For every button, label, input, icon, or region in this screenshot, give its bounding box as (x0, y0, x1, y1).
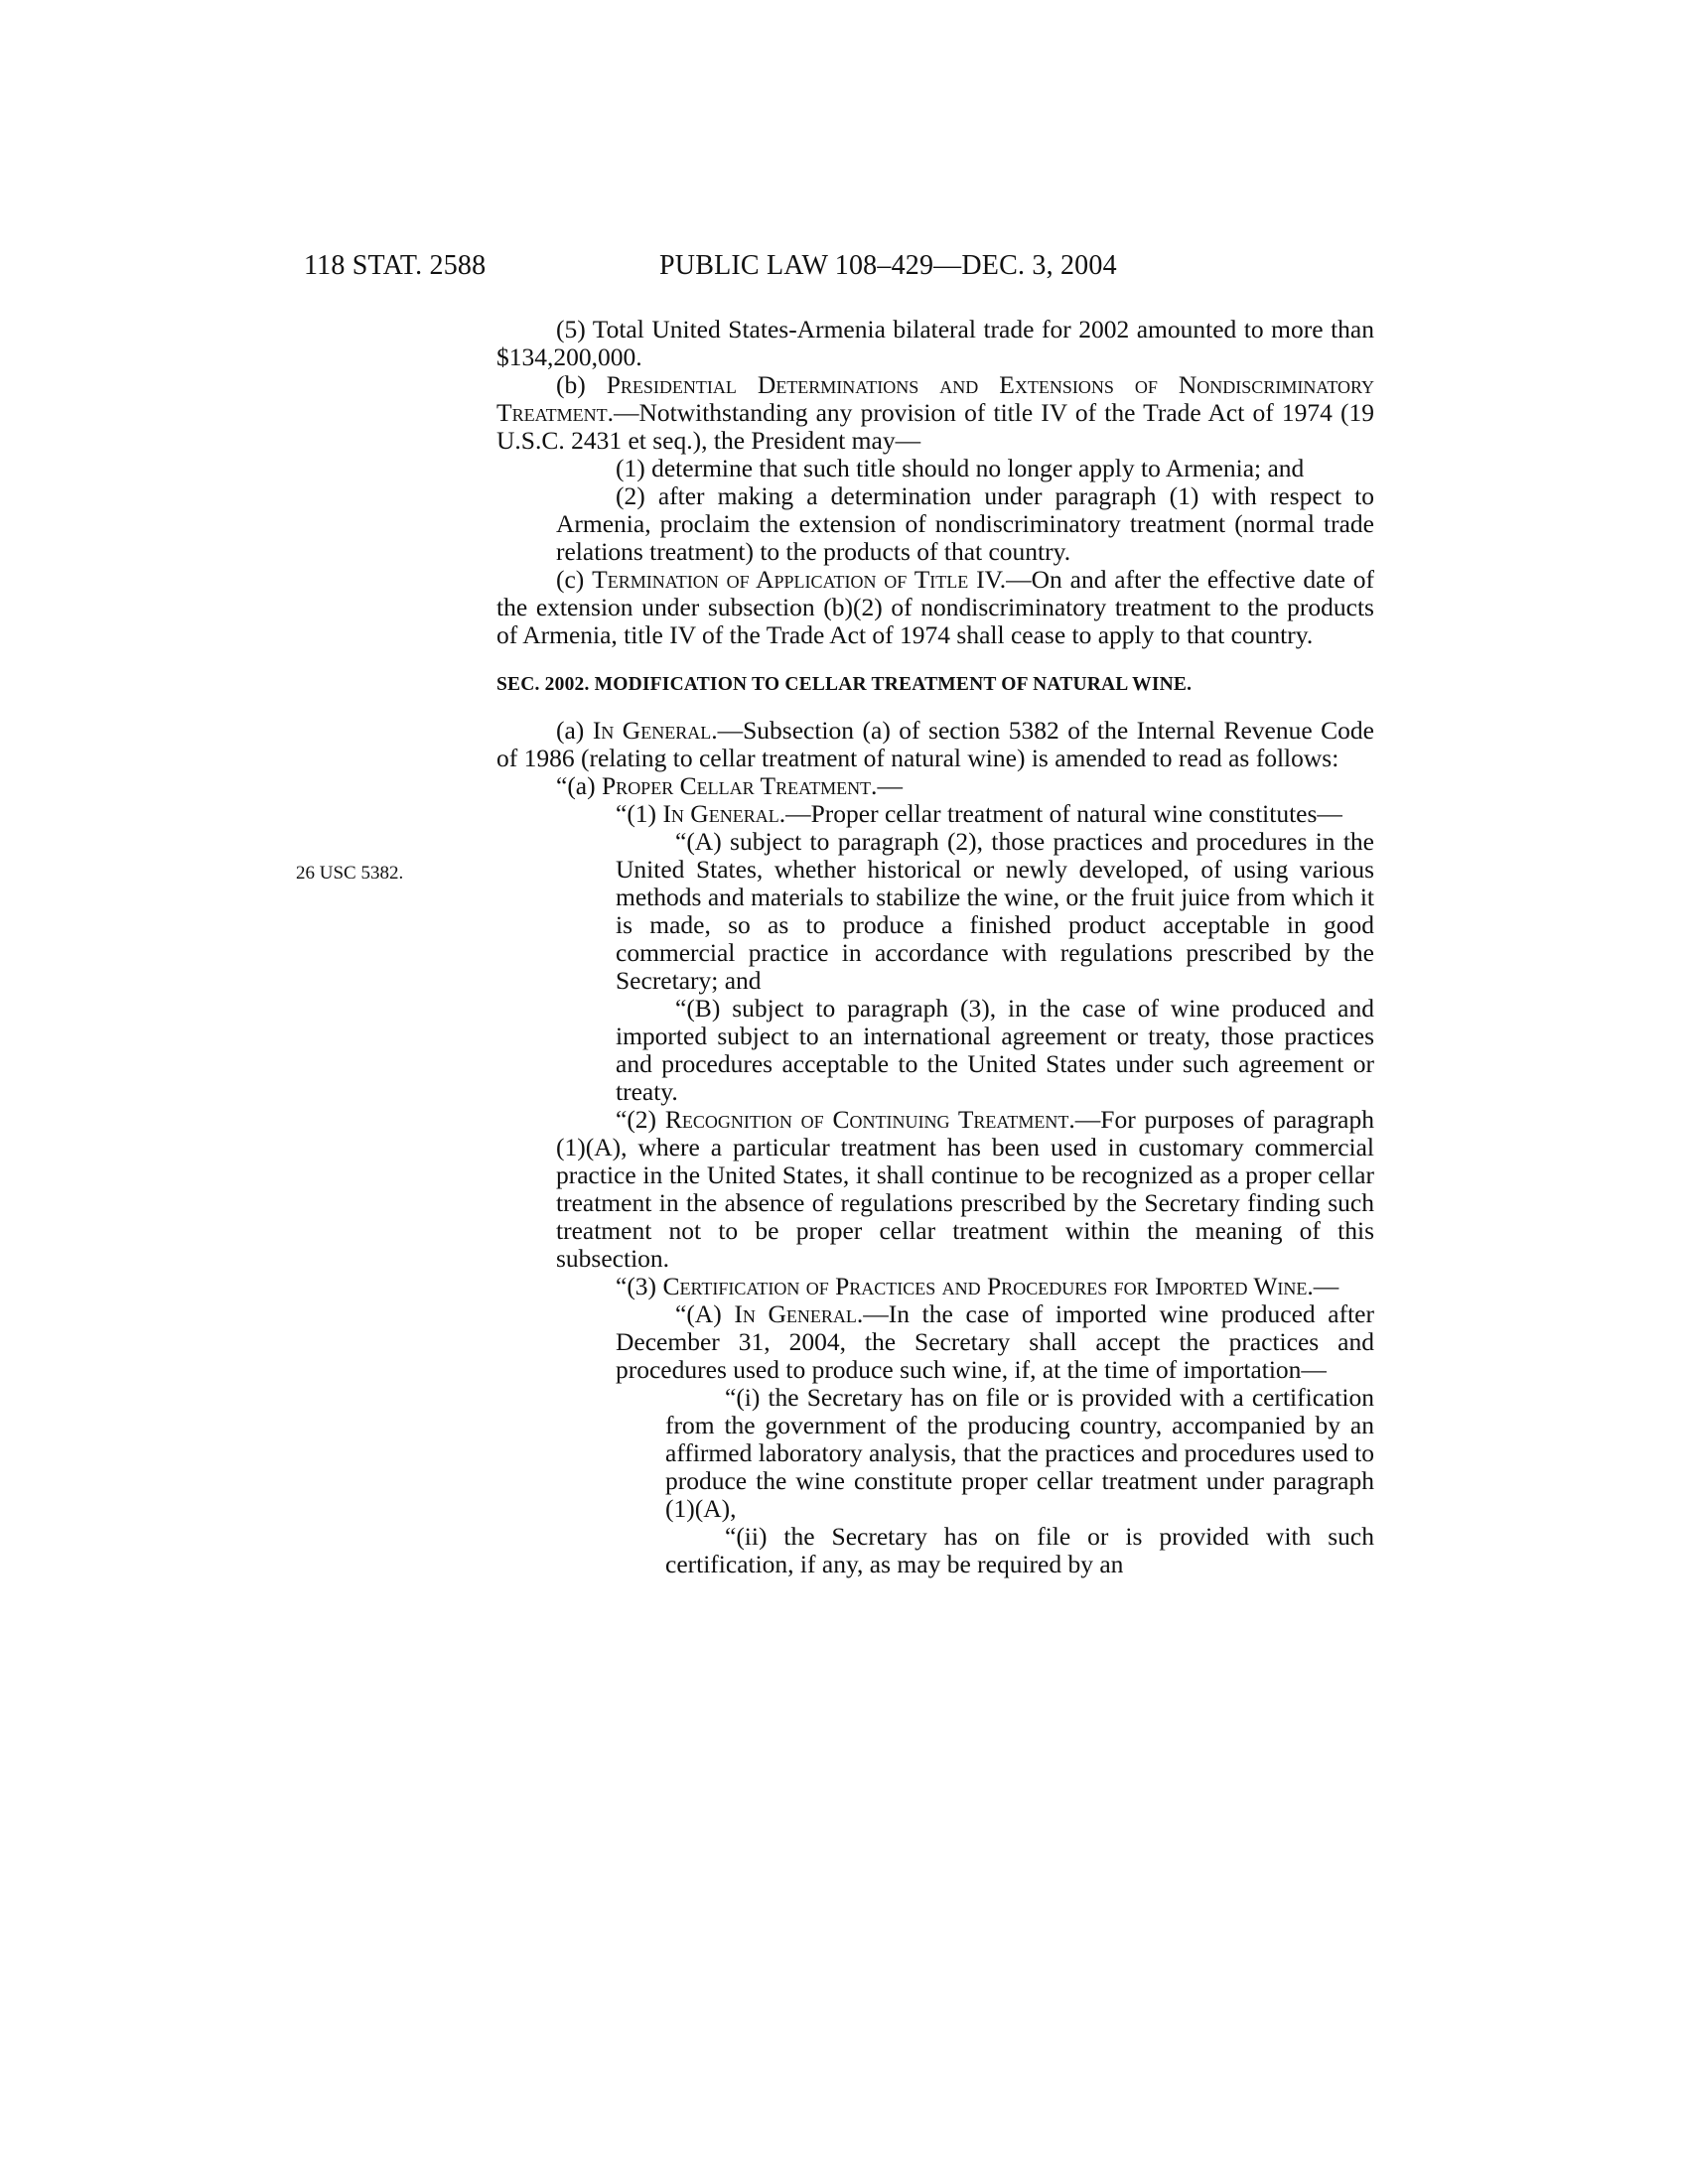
quoted-paragraph-2 (496, 1106, 1374, 1273)
public-law-title: PUBLIC LAW 108–429—DEC. 3, 2004 (659, 250, 1117, 281)
stat-reference: 118 STAT. 2588 (304, 250, 487, 281)
subsection-b-item-1-text: (1) determine that such title should no longer apply to Armenia; and (616, 454, 1305, 482)
quoted-subparagraph-B-text: “(B) subject to paragraph (3), in the case of wine produced and imported subject to an international agreement or treaty, those practices and procedures acceptable to the United States under such agreement or treaty. (616, 994, 1374, 1106)
quoted-subparagraph-A (496, 828, 1374, 995)
quoted-paragraph-1 (496, 800, 1374, 828)
section-heading: SEC. 2002. MODIFICATION TO CELLAR TREATMENT OF NATURAL WINE. (496, 674, 1193, 695)
quoted-paragraph-3-heading: Certification of Practices and Procedures for Imported Wine. (662, 1272, 1314, 1300)
quoted-paragraph-3-A-heading: In General. (734, 1299, 864, 1328)
paragraph-5: (5) Total United States-Armenia bilateral trade for 2002 amounted to more than $134,200,000. (496, 315, 1374, 371)
section-2002-a-heading: In General. (592, 716, 718, 745)
quoted-subsection-a-text: — (877, 771, 903, 800)
subsection-b-label: (b) (556, 370, 607, 399)
quoted-subsection-a-heading: Proper Cellar Treatment. (602, 771, 878, 800)
quoted-subparagraph-A-text: “(A) subject to paragraph (2), those practices and procedures in the United States, whether historical or newly developed, of using various methods and materials to stabilize the wine, or the fruit juice from which it is made, so as to produce a finished product acceptable in good commercial practice in accordance with regulations prescribed by the Secretary; and (616, 827, 1374, 995)
statute-body (496, 316, 1374, 1578)
quoted-clause-i-text: “(i) the Secretary has on file or is provided with a certification from the government of the producing country, accompanied by an affirmed laboratory analysis, that the practices and procedures used to produce the wine constitute proper cellar treatment under paragraph (1)(A), (665, 1383, 1374, 1523)
quoted-paragraph-3-A-text: —In the case of imported wine produced after December 31, 2004, the Secretary shall accept the practices and procedures used to produce such wine, if, at the time of importation— (616, 1299, 1374, 1384)
quoted-paragraph-3 (496, 1273, 1374, 1300)
quoted-paragraph-2-heading: Recognition of Continuing Treatment. (664, 1105, 1075, 1134)
subsection-b-item-2 (496, 482, 1374, 566)
quoted-paragraph-1-label: “(1) (616, 799, 663, 828)
quoted-paragraph-3-label: “(3) (616, 1272, 663, 1300)
quoted-clause-ii-text: “(ii) the Secretary has on file or is provided with such certification, if any, as may be required by an (665, 1522, 1374, 1578)
quoted-subparagraph-B (496, 995, 1374, 1106)
subsection-c (496, 566, 1374, 649)
quoted-clause-ii (496, 1523, 1374, 1578)
subsection-b-text: —Notwithstanding any provision of title IV of the Trade Act of 1974 (19 U.S.C. 2431 et seq.), the President may— (496, 398, 1374, 455)
subsection-b-item-2-text: (2) after making a determination under paragraph (1) with respect to Armenia, proclaim the extension of nondiscriminatory treatment (normal trade relations treatment) to the products of that country. (556, 481, 1374, 566)
quoted-clause-i (496, 1384, 1374, 1523)
quoted-paragraph-2-text: —For purposes of paragraph (1)(A), where a particular treatment has been used in customary commercial practice in the United States, it shall continue to be recognized as a proper cellar treatment in the absence of regulations prescribed by the Secretary finding such treatment not to be proper cellar treatment within the meaning of this subsection. (556, 1105, 1375, 1273)
subsection-b-item-1 (496, 455, 1374, 482)
quoted-paragraph-1-heading: In General. (662, 799, 786, 828)
subsection-c-heading: Termination of Application of Title IV. (592, 565, 1007, 594)
subsection-b (496, 371, 1374, 455)
subsection-c-label: (c) (556, 565, 593, 594)
subsection-b-heading: Presidential Determinations and Extensions of Nondiscriminatory Treatment. (496, 370, 1374, 427)
quoted-paragraph-1-text: —Proper cellar treatment of natural wine constitutes— (785, 799, 1342, 828)
section-2002-a-text: —Subsection (a) of section 5382 of the Internal Revenue Code of 1986 (relating to cellar treatment of natural wine) is amended to read as follows: (496, 716, 1374, 772)
quoted-subsection-a-label: “(a) (556, 771, 602, 800)
quoted-paragraph-3-A-label: “(A) (675, 1299, 735, 1328)
subsection-c-text: —On and after the effective date of the extension under subsection (b)(2) of nondiscriminatory treatment to the products of Armenia, title IV of the Trade Act of 1974 shall cease to apply to that country. (496, 565, 1374, 649)
quoted-paragraph-3-text: — (1313, 1272, 1339, 1300)
section-2002-a-label: (a) (556, 716, 593, 745)
margin-citation: 26 USC 5382. (296, 863, 404, 884)
quoted-subsection-a (496, 772, 1374, 800)
quoted-paragraph-3-A (496, 1300, 1374, 1384)
quoted-paragraph-2-label: “(2) (616, 1105, 665, 1134)
section-2002-a (496, 717, 1374, 772)
